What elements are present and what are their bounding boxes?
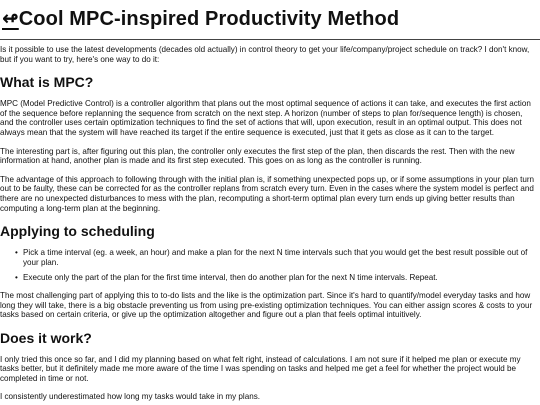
title-divider [0, 39, 540, 40]
list-item [15, 248, 540, 267]
list-item [15, 273, 540, 283]
works-paragraph-1: I only tried this once so far, and I did my planning based on what felt right, instead of calculations. I am not sure if it helped me plan or execute my tasks better, but it definitely made me more aware of the time I was spending on tasks and helped me get a feel for whether the project would be completed in time or not. [0, 354, 521, 383]
back-link[interactable]: ↫ [2, 8, 19, 30]
section-heading-applying: Applying to scheduling [0, 223, 155, 240]
works-paragraph-2: I consistently underestimated how long my tasks would take in my plans. [0, 392, 261, 402]
intro-paragraph: Is it possible to use the latest developments (decades old actually) in control theory to get your life/company/project schedule on track? I don't know, but if you want to try, here's one way to do it: [0, 45, 530, 64]
bullet-icon: • [15, 273, 18, 283]
section-heading-does-it-work: Does it work? [0, 329, 92, 346]
mpc-paragraph-3: The advantage of this approach to following through with the initial plan is, if something unexpected pops up, or if some assumptions in your plan turn out to be faulty, these can be corrected for as the controller replans from scratch every turn. Even in the cases where the system model is perfect and there are no unexpected disturbances to mess with the plan, recomputing a short-term optimal plan every turn ends up giving better results than computing a long-term plan at the beginning. [0, 174, 535, 213]
list-item-text: Pick a time interval (eg. a week, an hour) and make a plan for the next N time intervals such that you would get the best result possible out of your plan. [23, 248, 528, 267]
mpc-paragraph-2: The interesting part is, after figuring out this plan, the controller only executes the first step of the plan, then discards the rest. Then with the new information at hand, another plan is made and its first step executed. This goes on as long as the controller is running. [0, 146, 515, 166]
bullet-icon: • [15, 248, 18, 258]
applying-paragraph: The most challenging part of applying this to to-do lists and the like is the optimization part. Since it's hard to quantify/model everyday tasks and how long they will take, there is a big obstacle preventing us from using pre-existing optimization techniques. You can either assign scores & costs to your tasks based on certain criteria, or give up the optimization altogether and figure out a plan that feels optimal intuitively. [0, 290, 533, 320]
page-title: Cool MPC-inspired Productivity Method [18, 8, 400, 30]
section-heading-what-is-mpc: What is MPC? [0, 74, 94, 91]
mpc-paragraph-1: MPC (Model Predictive Control) is a controller algorithm that plans out the most optimal sequence of actions it can take, and executes the first action of the sequence before replanning the sequence from scratch on the next step. A horizon (number of steps to plan for/sequence length) is chosen, and the controller uses certain optimization techniques to find the set of actions that will, upon execution, result in an optimal output. This does not always mean that the system will have reached its target if the entire sequence is executed, just that it gets as close as it can to the target. [0, 99, 531, 137]
scheduling-steps-list [0, 248, 540, 283]
page-header [0, 6, 540, 32]
list-item-text: Execute only the part of the plan for the first time interval, then do another plan for the next N time intervals. Repeat. [23, 273, 438, 283]
